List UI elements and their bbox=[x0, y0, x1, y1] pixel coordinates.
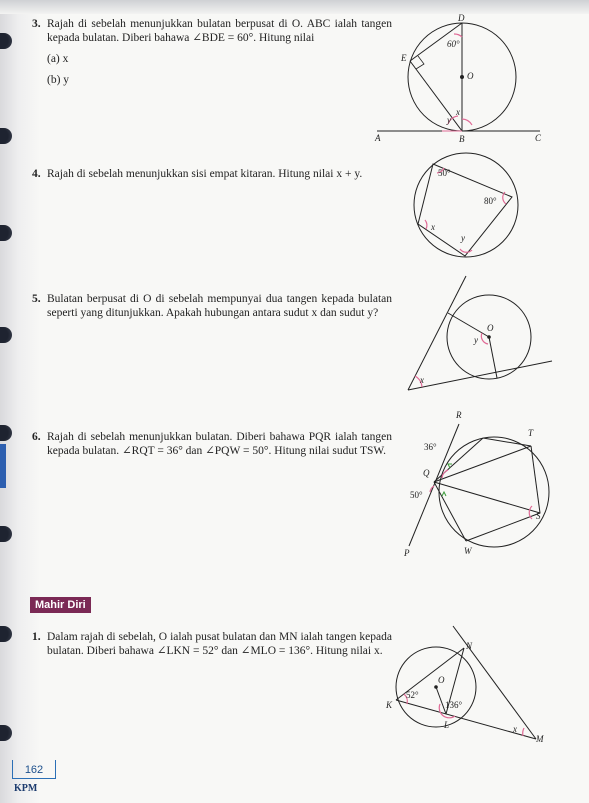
angle-80: 80° bbox=[484, 196, 497, 206]
angle-36: 36° bbox=[424, 442, 437, 452]
question-number: 3. bbox=[32, 18, 41, 30]
label-P: P bbox=[404, 548, 410, 558]
question-number: 5. bbox=[32, 293, 41, 305]
angle-50: 50° bbox=[410, 490, 423, 500]
angle-x: x bbox=[420, 375, 424, 385]
angle-60: 60° bbox=[447, 39, 460, 49]
label-O: O bbox=[467, 71, 474, 81]
publisher-logo: KPM bbox=[14, 783, 38, 794]
label-O: O bbox=[487, 323, 494, 333]
question-6 bbox=[32, 430, 392, 458]
question-text: Rajah di sebelah menunjukkan bulatan. Diberi bahawa PQR ialah tangen kepada bulatan. ∠RQT = 36° dan ∠PQW = 50°. Hitung nilai sudut TSW. bbox=[47, 431, 392, 457]
label-W: W bbox=[464, 546, 472, 556]
question-number: 1. bbox=[32, 631, 41, 643]
question-text: Rajah di sebelah menunjukkan bulatan berpusat di O. ABC ialah tangen kepada bulatan. Diberi bahawa ∠BDE = 60°. Hitung nilai bbox=[47, 18, 392, 44]
section-label: Mahir Diri bbox=[30, 597, 91, 613]
angle-136: 136° bbox=[445, 700, 463, 710]
question-text: Dalam rajah di sebelah, O ialah pusat bulatan dan MN ialah tangen kepada bulatan. Diberi bahawa ∠LKN = 52° dan ∠MLO = 136°. Hitung nilai x. bbox=[47, 631, 392, 657]
angle-x: x bbox=[456, 107, 460, 117]
angle-52: 52° bbox=[406, 690, 419, 700]
question-number: 4. bbox=[32, 168, 41, 180]
angle-y: y bbox=[474, 335, 478, 345]
label-S: S bbox=[536, 511, 541, 521]
label-N: N bbox=[466, 641, 473, 651]
label-K: K bbox=[386, 700, 393, 710]
figure-q5 bbox=[398, 268, 558, 403]
label-E: E bbox=[401, 53, 407, 63]
label-Q: Q bbox=[423, 468, 430, 478]
label-O: O bbox=[438, 675, 445, 685]
label-C: C bbox=[535, 133, 542, 143]
angle-50: 50° bbox=[438, 168, 451, 178]
figure-q6 bbox=[404, 406, 554, 569]
question-text: Rajah di sebelah menunjukkan sisi empat kitaran. Hitung nilai x + y. bbox=[47, 168, 363, 180]
question-number: 6. bbox=[32, 431, 41, 443]
label-T: T bbox=[528, 428, 534, 438]
angle-y: y bbox=[461, 233, 465, 243]
question-part-a: (a) x bbox=[47, 53, 69, 65]
page-top-edge bbox=[0, 0, 589, 14]
question-4 bbox=[32, 167, 392, 181]
mahir-question-1 bbox=[32, 630, 392, 658]
figure-q3 bbox=[372, 14, 552, 154]
question-3 bbox=[32, 17, 392, 87]
label-A: A bbox=[375, 133, 381, 143]
figure-q4 bbox=[400, 150, 535, 267]
blue-margin-tab bbox=[0, 444, 6, 488]
question-part-b: (b) y bbox=[47, 74, 70, 86]
question-5 bbox=[32, 292, 392, 320]
label-B: B bbox=[459, 134, 465, 144]
angle-x: x bbox=[431, 222, 435, 232]
angle-x: x bbox=[513, 724, 517, 734]
label-R: R bbox=[456, 410, 462, 420]
label-L: L bbox=[444, 720, 450, 730]
label-D: D bbox=[458, 14, 465, 23]
label-M: M bbox=[536, 734, 544, 744]
question-text: Bulatan berpusat di O di sebelah mempunyai dua tangen kepada bulatan seperti yang ditunjukkan. Apakah hubungan antara sudut x dan sudut y? bbox=[47, 293, 392, 319]
page-number: 162 bbox=[12, 760, 56, 779]
angle-y: y bbox=[447, 115, 451, 125]
figure-mahir-1 bbox=[378, 624, 548, 759]
